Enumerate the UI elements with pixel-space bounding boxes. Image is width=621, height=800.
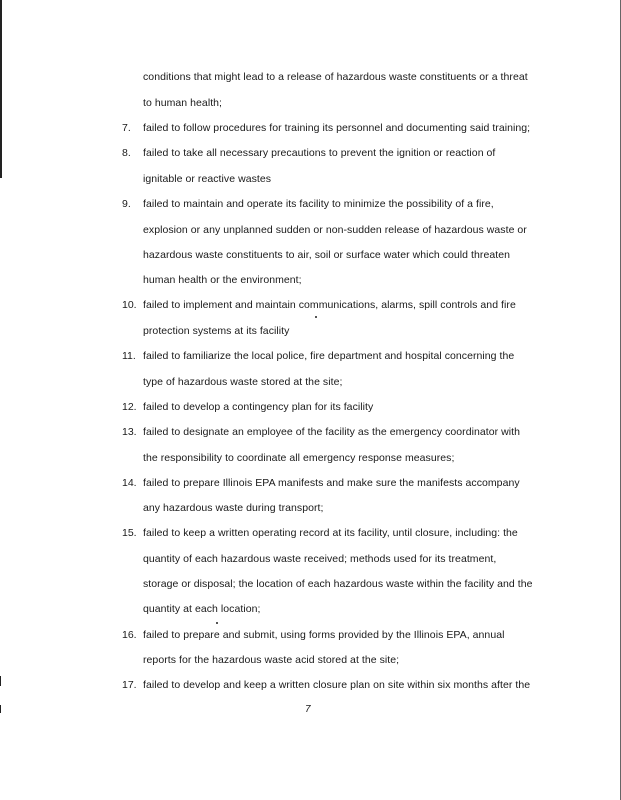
list-item-number: 11.	[122, 350, 136, 362]
list-item-line: quantity at each location;	[143, 603, 261, 615]
list-item-line: explosion or any unplanned sudden or non-sudden release of hazardous waste or	[143, 224, 527, 236]
list-item-number: 7.	[122, 122, 131, 134]
list-item-line: failed to keep a written operating record at its facility, until closure, including: the	[143, 527, 518, 539]
scan-edge-mark	[0, 0, 2, 178]
list-item-number: 12.	[122, 401, 137, 413]
scan-edge-mark	[0, 705, 1, 713]
list-item-line: failed to take all necessary precautions to prevent the ignition or reaction of	[143, 147, 496, 159]
list-item-line: hazardous waste constituents to air, soil or surface water which could threaten	[143, 249, 510, 261]
list-item-number: 17.	[122, 679, 137, 691]
list-item-line: failed to prepare and submit, using forms provided by the Illinois EPA, annual	[143, 629, 505, 641]
list-item-line: quantity of each hazardous waste received; methods used for its treatment,	[143, 553, 497, 565]
list-item-line: reports for the hazardous waste acid stored at the site;	[143, 654, 400, 666]
page-number: 7	[305, 704, 311, 715]
list-item-line: type of hazardous waste stored at the site;	[143, 376, 343, 388]
list-item-line: any hazardous waste during transport;	[143, 502, 324, 514]
list-item-line: failed to designate an employee of the facility as the emergency coordinator with	[143, 426, 521, 438]
list-item-line: ignitable or reactive wastes	[143, 173, 272, 185]
list-item-number: 8.	[122, 147, 131, 159]
list-item-number: 10.	[122, 299, 137, 311]
list-item-number: 14.	[122, 477, 137, 489]
list-item-line: failed to prepare Illinois EPA manifests and make sure the manifests accompany	[143, 477, 520, 489]
list-item-line: failed to develop a contingency plan for its facility	[143, 401, 374, 413]
scan-speck	[216, 622, 218, 624]
list-item-number: 13.	[122, 426, 137, 438]
list-item-line: to human health;	[143, 97, 223, 109]
list-item-line: storage or disposal; the location of each hazardous waste within the facility and the	[143, 578, 533, 590]
scan-speck	[315, 316, 317, 318]
list-item-line: failed to maintain and operate its facility to minimize the possibility of a fire,	[143, 198, 494, 210]
list-item-line: failed to familiarize the local police, fire department and hospital concerning the	[143, 350, 515, 362]
list-item-line: failed to follow procedures for training its personnel and documenting said training;	[143, 122, 531, 134]
list-item-line: failed to implement and maintain communications, alarms, spill controls and fire	[143, 299, 516, 311]
list-item-number: 15.	[122, 527, 137, 539]
list-item-line: the responsibility to coordinate all emergency response measures;	[143, 452, 455, 464]
list-item-line: conditions that might lead to a release of hazardous waste constituents or a threat	[143, 71, 528, 83]
list-item-line: protection systems at its facility	[143, 325, 290, 337]
list-item-line: human health or the environment;	[143, 274, 302, 286]
list-item-line: failed to develop and keep a written closure plan on site within six months after the	[143, 679, 531, 691]
scan-edge-mark	[0, 676, 1, 686]
list-item-number: 9.	[122, 198, 131, 210]
list-item-number: 16.	[122, 629, 137, 641]
